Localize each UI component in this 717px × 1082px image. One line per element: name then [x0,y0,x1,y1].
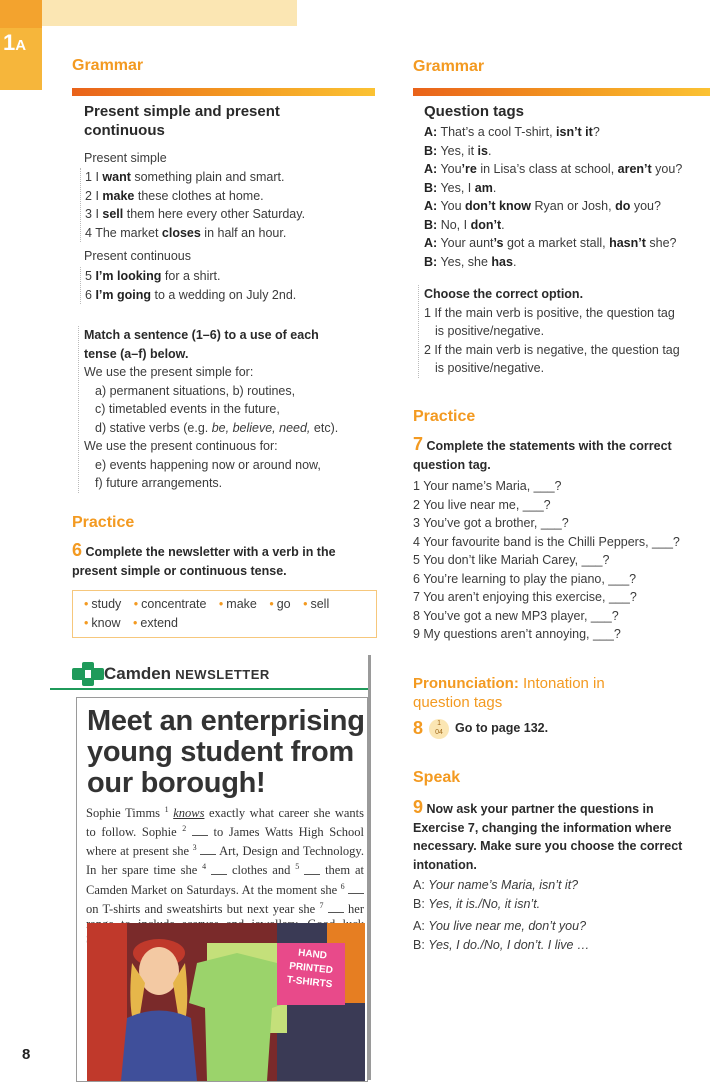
choose-option-block [418,285,680,378]
newsletter-header: Camden NEWSLETTER [104,664,270,683]
speak-example: A: Your name’s Maria, isn’t it? [413,878,579,892]
camden-logo-icon [72,662,104,686]
word-box [72,590,377,638]
match-block [78,326,338,493]
exercise-9-instruction-4: intonation. [413,857,477,872]
exercise-9-number: 9 [413,797,424,817]
speak-examples [413,876,590,954]
word-item: • know [84,616,121,630]
word-item: • concentrate [133,597,207,611]
dialogue-line: B: Yes, she has. [424,254,517,269]
speak-heading: Speak [413,769,461,786]
continuous-use-f: f) future arrangements. [95,476,223,490]
exercise-7 [413,435,710,474]
newsletter-rule [50,688,370,690]
present-simple-label: Present simple [84,151,167,165]
exercise-6-instruction-1: Complete the newsletter with a verb in the [85,545,336,559]
example-line-5: 5 I’m looking for a shirt. [85,269,221,283]
exercise-7-instruction-1: Complete the statements with the correct [426,439,672,453]
continuous-use-e: e) events happening now or around now, [95,457,321,472]
question-tags-dialogue [424,123,682,271]
match-instruction-1: Match a sentence (1–6) to a use of each [84,328,319,342]
word-item: • extend [133,616,178,630]
practice-heading-left: Practice [72,514,135,531]
grammar-box-present [72,96,375,311]
word-item: • go [269,597,291,611]
exercise-7-instruction-2: question tag. [413,457,491,472]
exercise-9-instruction-3: necessary. Make sure you choose the correct [413,839,683,853]
grammar-heading-right: Grammar [413,58,485,75]
present-continuous-examples [80,267,296,304]
exercise-7-items [413,477,680,644]
dialogue-line: A: That’s a cool T-shirt, isn’t it? [424,125,600,139]
present-continuous-label: Present continuous [84,249,192,263]
newsletter-edge [368,655,371,1080]
exercise-6 [72,541,372,580]
exercise-7-item: 1 Your name’s Maria, ___? [413,479,562,493]
dialogue-line: B: Yes, it is. [424,143,492,158]
exercise-7-item: 8 You’ve got a new MP3 player, ___? [413,608,619,623]
speak-example: A: You live near me, don’t you? [413,919,587,933]
hand-printed-sign: HAND PRINTED T-SHIRTS [286,947,334,991]
match-instruction-2: tense (a–f) below. [84,346,189,361]
exercise-7-item: 3 You’ve got a brother, ___? [413,516,569,530]
exercise-9-instruction-2: Exercise 7, changing the information where [413,820,672,835]
exercise-7-item: 9 My questions aren’t annoying, ___? [413,627,621,641]
simple-use-ab: a) permanent situations, b) routines, [95,383,296,398]
word-item: • sell [303,597,330,611]
rule-1-line-1: 1 If the main verb is positive, the question tag [424,305,675,320]
newsletter-paragraph: Sophie Timms $^1$ knows exactly what career she wants to follow. Sophie $^2$ to James Watts High School where at present she $^3$ Art, Design and Technology. In her spare time she $^4$ clothes and $^5$ them at Camden Market on Saturdays. At the moment she $^6$ on T-shirts and sweatshirts but next year she $^7$ her [86,805,365,916]
exercise-7-item: 2 You live near me, ___? [413,497,551,512]
dialogue-line: B: Yes, I am. [424,180,497,195]
example-line-1: 1 I want something plain and smart. [85,170,285,184]
exercise-7-item: 5 You don’t like Mariah Carey, ___? [413,553,610,567]
example-line-6: 6 I’m going to a wedding on July 2nd. [85,287,297,302]
rule-2-line-2: is positive/negative. [435,361,545,375]
grammar-heading-left: Grammar [72,57,144,74]
exercise-6-instruction-2: present simple or continuous tense. [72,563,287,578]
grammar-box-title: Present simple and present continuous [84,103,280,139]
exercise-7-number: 7 [413,434,424,454]
dialogue-line: A: Your aunt’s got a market stall, hasn’t she? [424,236,677,250]
unit-label: 1A [3,30,27,55]
exercise-6-number: 6 [72,540,83,560]
speak-example: B: Yes, it is./No, it isn’t. [413,896,541,911]
grammar-bar-left [72,88,375,96]
grammar-bar-right [413,88,710,96]
exercise-7-item: 6 You’re learning to play the piano, ___? [413,571,637,586]
unit-tab-top [0,0,42,28]
speak-example: B: Yes, I do./No, I don’t. I live … [413,937,590,952]
exercise-9 [413,798,710,874]
choose-option-label: Choose the correct option. [424,287,584,301]
practice-heading-right: Practice [413,408,476,425]
unit-header-bar [42,0,297,26]
exercise-7-item: 4 Your favourite band is the Chilli Peppers, ___? [413,534,680,549]
newsletter-card [76,697,368,1082]
dialogue-line: A: You don’t know Ryan or Josh, do you? [424,199,661,213]
example-line-2: 2 I make these clothes at home. [85,188,264,203]
question-tags-title: Question tags [424,103,525,120]
market-stall-photo [87,923,365,1081]
simple-use-c: c) timetabled events in the future, [95,402,280,416]
exercise-8-number: 8 [413,718,424,738]
rule-1-line-2: is positive/negative. [435,324,545,338]
simple-use-d: d) stative verbs (e.g. be, believe, need, etc). [95,420,339,435]
simple-uses-intro: We use the present simple for: [84,365,254,379]
pronunciation-heading: Pronunciation: Intonation in question tags [413,675,605,711]
camden-logo [72,662,104,691]
newsletter-photo [87,923,365,1081]
exercise-8-instruction: Go to page 132. [455,721,549,736]
exercise-9-instruction-1: Now ask your partner the questions in [426,802,654,816]
dialogue-line: B: No, I don’t. [424,217,505,232]
exercise-8 [413,718,548,739]
audio-track-icon[interactable]: 1 04 [429,719,449,739]
word-item: • study [84,597,122,611]
example-line-3: 3 I sell them here every other Saturday. [85,207,306,221]
page-number: 8 [22,1046,31,1063]
example-line-4: 4 The market closes in half an hour. [85,225,287,240]
present-simple-examples [80,168,305,242]
dialogue-line: A: You’re in Lisa’s class at school, aren’t you? [424,162,683,176]
word-row-2 [84,614,186,632]
word-item: • make [218,597,257,611]
newsletter-headline: Meet an enterprising young student from our borough! [87,705,365,799]
word-row-1 [84,595,337,613]
exercise-7-item: 7 You aren’t enjoying this exercise, ___? [413,590,637,604]
continuous-uses-intro: We use the present continuous for: [84,439,278,453]
rule-2-line-1: 2 If the main verb is negative, the question tag [424,342,680,357]
